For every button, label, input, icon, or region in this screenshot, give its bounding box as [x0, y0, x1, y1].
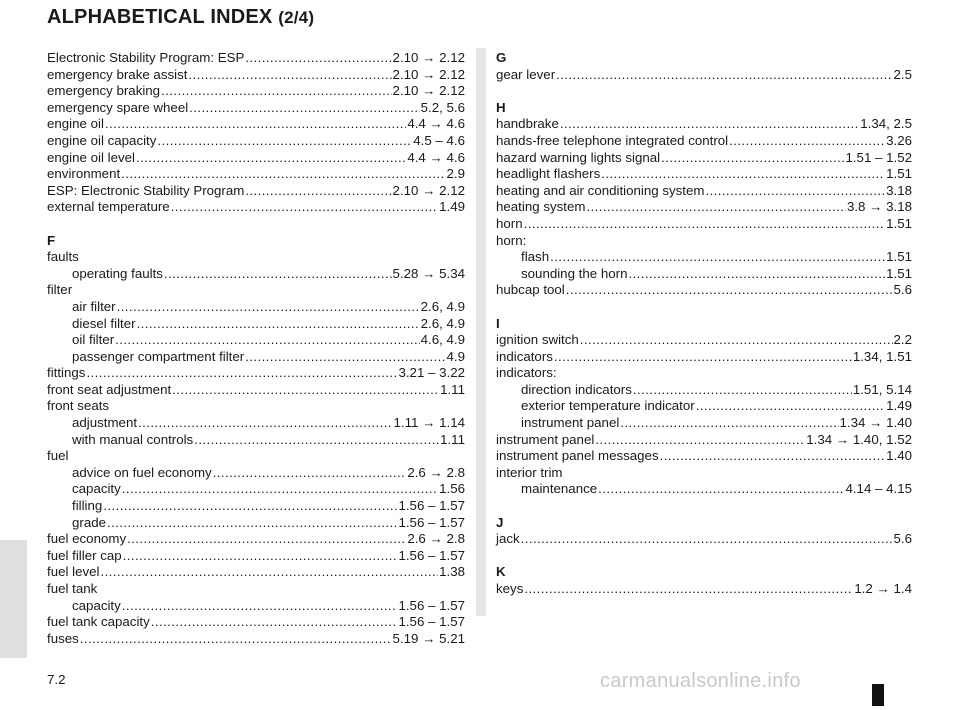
dot-leader	[556, 67, 892, 84]
dot-leader	[151, 614, 398, 631]
dot-leader	[524, 216, 885, 233]
entry-pages: 2.2	[893, 332, 912, 348]
entry-term: passenger compartment filter	[72, 348, 245, 364]
entry-term: diesel filter	[72, 315, 136, 331]
index-heading: front seats	[47, 398, 110, 414]
index-column-left	[47, 50, 465, 647]
index-subentry	[496, 481, 912, 498]
entry-term: gear lever	[496, 66, 556, 82]
entry-term: exterior temperature indicator	[521, 398, 695, 414]
page-title-part: (2/4)	[278, 8, 315, 27]
entry-term: engine oil	[47, 116, 104, 132]
index-subentry	[47, 432, 465, 449]
index-entry	[47, 365, 465, 382]
index-heading: interior trim	[496, 464, 563, 480]
entry-pages: 1.34, 1.51	[852, 348, 912, 364]
entry-term: emergency spare wheel	[47, 99, 189, 115]
page-title-text: ALPHABETICAL INDEX	[47, 6, 273, 28]
dot-leader	[123, 548, 398, 565]
index-entry	[47, 382, 465, 399]
index-subentry	[496, 382, 912, 399]
section-letter: G	[496, 50, 507, 65]
entry-term: instrument panel	[521, 415, 620, 431]
entry-pages: 4.14 – 4.15	[845, 481, 912, 497]
dot-leader	[586, 199, 846, 216]
dot-leader	[213, 465, 407, 482]
index-entry	[47, 631, 465, 648]
dot-leader	[696, 398, 885, 415]
dot-leader	[136, 150, 406, 167]
dot-leader	[660, 448, 886, 465]
dot-leader	[117, 299, 420, 316]
index-subentry	[47, 316, 465, 333]
entry-pages: 3.18	[886, 182, 912, 198]
index-entry	[47, 150, 465, 167]
dot-leader	[122, 481, 438, 498]
section-gap	[496, 83, 912, 100]
entry-term: horn	[496, 215, 523, 231]
entry-term: hubcap tool	[496, 282, 565, 298]
index-entry	[47, 614, 465, 631]
entry-pages: 1.38	[439, 564, 465, 580]
entry-term: headlight flashers	[496, 166, 601, 182]
entry-term: fuel tank capacity	[47, 614, 150, 630]
entry-pages: 1.2 → 1.4	[854, 581, 912, 596]
entry-pages: 1.56 – 1.57	[398, 498, 465, 514]
index-entry	[47, 83, 465, 100]
entry-term: front seat adjustment	[47, 381, 172, 397]
entry-term: emergency brake assist	[47, 66, 188, 82]
index-subentry	[47, 515, 465, 532]
dot-leader	[633, 382, 852, 399]
dot-leader	[245, 349, 445, 366]
entry-pages: 4.4 → 4.6	[407, 149, 465, 165]
section-letter: H	[496, 99, 506, 115]
entry-pages: 1.51	[886, 249, 912, 265]
index-subentry	[47, 465, 465, 482]
entry-pages: 1.51	[886, 166, 912, 182]
index-subentry	[496, 249, 912, 266]
index-entry	[496, 332, 912, 349]
index-entry	[47, 67, 465, 84]
entry-pages: 1.56 – 1.57	[398, 547, 465, 563]
dot-leader	[601, 166, 885, 183]
index-entry	[496, 116, 912, 133]
entry-term: flash	[521, 249, 550, 265]
index-column-right	[496, 50, 912, 598]
entry-pages: 4.6, 4.9	[420, 332, 465, 348]
entry-pages: 1.51	[886, 265, 912, 281]
entry-pages: 4.4 → 4.6	[407, 116, 465, 132]
entry-pages: 1.11	[440, 431, 465, 447]
dot-leader	[161, 83, 391, 100]
entry-pages: 3.8 → 3.18	[846, 199, 912, 215]
entry-term: grade	[72, 514, 107, 530]
index-entry	[496, 581, 912, 598]
index-entry	[496, 432, 912, 449]
dot-leader	[245, 183, 391, 200]
section-letter: I	[496, 315, 500, 331]
entry-pages: 5.28 → 5.34	[392, 265, 465, 281]
dot-leader	[595, 432, 805, 449]
entry-term: operating faults	[72, 265, 163, 281]
entry-term: Electronic Stability Program: ESP	[47, 50, 245, 65]
entry-term: engine oil level	[47, 149, 135, 165]
entry-pages: 5.6	[893, 282, 912, 298]
index-entry	[47, 564, 465, 581]
entry-pages: 1.34, 2.5	[860, 116, 912, 132]
index-entry	[496, 67, 912, 84]
index-subentry	[47, 598, 465, 615]
entry-term: sounding the horn	[521, 265, 628, 281]
index-subentry	[47, 299, 465, 316]
entry-term: fuses	[47, 630, 79, 646]
dot-leader	[661, 150, 844, 167]
section-gap	[496, 498, 912, 515]
index-entry	[47, 183, 465, 200]
index-subentry	[47, 498, 465, 515]
section-gap	[496, 548, 912, 565]
entry-pages: 2.10 → 2.12	[392, 83, 465, 99]
index-entry	[496, 166, 912, 183]
index-heading: fuel	[47, 448, 69, 464]
dot-leader	[171, 199, 438, 216]
watermark-text: carmanualsonline.info	[600, 670, 801, 692]
entry-term: fittings	[47, 365, 86, 381]
dot-leader	[550, 249, 885, 266]
entry-pages: 2.5	[893, 66, 912, 82]
entry-pages: 1.34 → 1.40, 1.52	[806, 431, 912, 447]
index-subentry	[47, 349, 465, 366]
index-entry	[496, 133, 912, 150]
dot-leader	[705, 183, 885, 200]
index-heading: filter	[47, 282, 73, 298]
entry-pages: 1.51, 5.14	[852, 381, 912, 397]
dot-leader	[80, 631, 392, 648]
entry-term: environment	[47, 166, 121, 182]
entry-term: fuel level	[47, 564, 100, 580]
dot-leader	[172, 382, 439, 399]
entry-term: jack	[496, 531, 520, 547]
entry-term: instrument panel	[496, 431, 595, 447]
dot-leader	[138, 415, 392, 432]
dot-leader	[105, 116, 406, 133]
index-entry	[496, 282, 912, 299]
entry-pages: 1.34 → 1.40	[839, 415, 912, 431]
page-title	[47, 6, 314, 29]
dot-leader	[115, 332, 420, 349]
dot-leader	[620, 415, 838, 432]
entry-term: handbrake	[496, 116, 559, 132]
entry-term: air filter	[72, 298, 116, 314]
entry-term: fuel filler cap	[47, 547, 122, 563]
index-heading: indicators:	[496, 365, 557, 381]
dot-leader	[194, 432, 439, 449]
entry-term: fuel economy	[47, 531, 127, 547]
section-letter: K	[496, 564, 506, 580]
index-entry	[47, 116, 465, 133]
index-subentry	[496, 398, 912, 415]
index-entry	[496, 199, 912, 216]
entry-term: keys	[496, 581, 524, 596]
corner-mark	[872, 684, 884, 706]
entry-pages: 2.6 → 2.8	[407, 464, 465, 480]
entry-pages: 4.5 – 4.6	[413, 132, 465, 148]
section-letter: J	[496, 514, 504, 530]
section-gap	[496, 299, 912, 316]
index-subentry	[496, 266, 912, 283]
dot-leader	[100, 564, 438, 581]
entry-pages: 1.56 – 1.57	[398, 597, 465, 613]
index-entry	[47, 199, 465, 216]
column-divider	[476, 48, 486, 616]
dot-leader	[137, 316, 420, 333]
section-letter: F	[47, 232, 56, 248]
entry-term: advice on fuel economy	[72, 464, 212, 480]
index-subentry	[47, 481, 465, 498]
index-entry	[496, 183, 912, 200]
index-entry	[47, 548, 465, 565]
dot-leader	[580, 332, 893, 349]
index-entry	[496, 150, 912, 167]
dot-leader	[188, 67, 391, 84]
section-gap	[47, 216, 465, 233]
dot-leader	[566, 282, 893, 299]
entry-pages: 4.9	[446, 348, 465, 364]
entry-pages: 2.10 → 2.12	[392, 66, 465, 82]
chapter-tab	[0, 540, 27, 658]
entry-pages: 3.26	[886, 132, 912, 148]
index-heading: horn:	[496, 232, 527, 248]
entry-term: heating system	[496, 199, 586, 215]
entry-term: oil filter	[72, 332, 115, 348]
entry-pages: 2.6, 4.9	[420, 298, 465, 314]
index-subentry	[47, 332, 465, 349]
index-entry	[47, 531, 465, 548]
dot-leader	[157, 133, 412, 150]
dot-leader	[107, 515, 397, 532]
dot-leader	[127, 531, 406, 548]
entry-pages: 1.49	[886, 398, 912, 414]
dot-leader	[122, 598, 398, 615]
entry-pages: 5.19 → 5.21	[392, 630, 465, 646]
dot-leader	[598, 481, 844, 498]
index-subentry	[47, 415, 465, 432]
entry-pages: 1.11	[440, 381, 465, 397]
dot-leader	[554, 349, 852, 366]
index-entry	[47, 100, 465, 117]
index-entry	[496, 448, 912, 465]
dot-leader	[86, 365, 397, 382]
entry-pages: 2.10 → 2.12	[392, 182, 465, 198]
entry-pages: 1.56 – 1.57	[398, 614, 465, 630]
index-subentry	[47, 266, 465, 283]
index-heading: fuel tank	[47, 581, 98, 596]
page-number: 7.2	[47, 672, 66, 687]
entry-term: indicators	[496, 348, 553, 364]
dot-leader	[521, 531, 893, 548]
entry-term: capacity	[72, 481, 121, 497]
dot-leader	[121, 166, 445, 183]
dot-leader	[245, 50, 391, 67]
entry-term: maintenance	[521, 481, 598, 497]
dot-leader	[729, 133, 885, 150]
dot-leader	[164, 266, 392, 283]
entry-term: heating and air conditioning system	[496, 182, 705, 198]
dot-leader	[628, 266, 885, 283]
entry-term: with manual controls	[72, 431, 194, 447]
entry-pages: 1.51 – 1.52	[845, 149, 912, 165]
entry-pages: 1.51	[886, 215, 912, 231]
entry-term: external temperature	[47, 199, 170, 215]
entry-pages: 2.10 → 2.12	[392, 50, 465, 65]
index-entry	[47, 133, 465, 150]
index-entry	[47, 50, 465, 67]
entry-pages: 1.40	[886, 448, 912, 464]
entry-term: ESP: Electronic Stability Program	[47, 182, 245, 198]
entry-term: hands-free telephone integrated control	[496, 132, 729, 148]
dot-leader	[560, 116, 859, 133]
entry-pages: 2.6 → 2.8	[407, 531, 465, 547]
entry-term: capacity	[72, 597, 121, 613]
index-entry	[47, 166, 465, 183]
index-entry	[496, 216, 912, 233]
index-entry	[496, 349, 912, 366]
dot-leader	[103, 498, 397, 515]
entry-term: hazard warning lights signal	[496, 149, 661, 165]
index-heading: faults	[47, 249, 79, 265]
entry-term: adjustment	[72, 415, 138, 431]
entry-term: engine oil capacity	[47, 132, 157, 148]
entry-pages: 3.21 – 3.22	[398, 365, 465, 381]
entry-term: direction indicators	[521, 381, 632, 397]
entry-term: filling	[72, 498, 103, 514]
entry-pages: 5.6	[893, 531, 912, 547]
entry-pages: 1.56	[439, 481, 465, 497]
entry-pages: 1.49	[439, 199, 465, 215]
entry-pages: 2.9	[446, 166, 465, 182]
entry-pages: 1.56 – 1.57	[398, 514, 465, 530]
index-entry	[496, 531, 912, 548]
entry-term: ignition switch	[496, 332, 579, 348]
entry-pages: 5.2, 5.6	[420, 99, 465, 115]
entry-pages: 2.6, 4.9	[420, 315, 465, 331]
index-subentry	[496, 415, 912, 432]
dot-leader	[524, 581, 853, 598]
entry-term: emergency braking	[47, 83, 161, 99]
entry-pages: 1.11 → 1.14	[393, 415, 465, 431]
dot-leader	[189, 100, 419, 117]
entry-term: instrument panel messages	[496, 448, 659, 464]
